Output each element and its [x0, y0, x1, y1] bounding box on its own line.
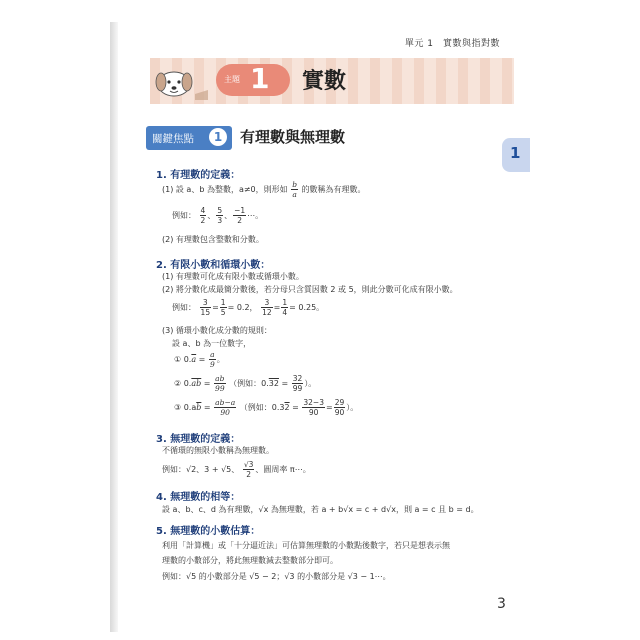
s2-line-3b: 設 a、b 為一位數字， — [172, 339, 252, 348]
rule-lead: ① 0. — [174, 355, 192, 364]
frac-num: 4 — [200, 206, 206, 215]
topic-title: 實數 — [302, 69, 347, 94]
s1-example-fraction-2 — [216, 206, 223, 225]
rule-end: ）。 — [346, 403, 359, 412]
key-focus-title: 有理數與無理數 — [240, 128, 346, 146]
fraction — [200, 298, 212, 317]
frac-num: √3 — [243, 460, 254, 469]
rule-end: ）。 — [304, 379, 317, 388]
equals: = — [196, 355, 206, 364]
topic-badge — [216, 64, 290, 96]
rule-example-prefix: （例如：0.3 — [239, 403, 285, 412]
fraction — [214, 374, 226, 393]
frac-num: 32 — [292, 374, 303, 383]
frac-num: 3 — [261, 298, 273, 308]
fraction — [209, 350, 216, 369]
s2-example: 例如： $\frac{3}{15}$ = $\frac{1}{5}$ = 0.2， $\frac{3}{12}$ = $\frac{1}{4}$ = 0.25。 — [172, 298, 325, 317]
frac-den: 15 — [200, 308, 211, 317]
section-1-heading: 1. 有理數的定義： — [156, 170, 241, 181]
fraction — [292, 374, 304, 393]
topic-number: 1 — [250, 62, 270, 95]
equals: = — [278, 379, 289, 388]
repeating-digits: $\overline{a}$ — [191, 355, 197, 364]
frac-num: b — [292, 180, 297, 189]
frac-den: 3 — [217, 216, 223, 225]
frac-den: 2 — [246, 470, 251, 479]
frac-num: ab−a — [215, 398, 236, 407]
equals: = — [289, 403, 299, 412]
section-5-heading: 5. 無理數的小數估算： — [156, 526, 261, 537]
repeating-digits: $\overline{b}$ — [196, 403, 202, 412]
s2-example-value-2: = 0.25。 — [289, 303, 325, 312]
equals: = — [325, 403, 333, 412]
s2-line-3: (3) 循環小數化成分數的規則： — [162, 326, 272, 335]
s1-fraction-b-over-a — [291, 180, 298, 199]
frac-den: 99 — [292, 384, 303, 393]
s1-example: 例如： $\frac{4}{2}$ 、 $\frac{5}{3}$ 、 $\frac{-1}{2}$ ⋯。 — [172, 206, 264, 225]
fraction — [243, 460, 255, 479]
page-gutter-shadow — [110, 22, 118, 632]
s3-line-1: 不循環的無限小數稱為無理數。 — [162, 446, 274, 455]
dog-illustration-icon — [150, 62, 210, 102]
s1-example-prefix: 例如： — [172, 211, 196, 220]
fraction — [214, 398, 236, 417]
s3-example-suffix: 、圓周率 π⋯。 — [255, 465, 311, 474]
frac-den: 5 — [220, 308, 226, 317]
s5-line-2: 理數的小數部分，將此無理數減去整數部分即可。 — [162, 556, 338, 565]
frac-den: 12 — [262, 308, 272, 317]
s3-example — [162, 460, 311, 479]
s1-line-1 — [162, 180, 366, 199]
s2-rule-1 — [174, 350, 225, 369]
topic-label: 主題 — [224, 75, 240, 84]
frac-den: 4 — [282, 308, 288, 317]
frac-num: −1 — [234, 206, 246, 215]
chapter-side-tab — [502, 138, 530, 172]
s4-line-1: 設 a、b、c、d 為有理數，√x 為無理數，若 a + b√x = c + d√x，則 a = c 且 b = d。 — [162, 505, 479, 514]
rule-lead: ② 0. — [174, 379, 192, 388]
s3-example-prefix: 例如：√2、3 + √5、 — [162, 465, 240, 474]
s2-rule-2 — [174, 374, 316, 393]
fraction — [281, 298, 288, 317]
s1-line-1-text: (1) 設 a、b 為整數，a≠0，則形如 — [162, 185, 288, 194]
frac-num: 1 — [282, 298, 288, 307]
s1-line-1-suffix: 的數稱為有理數。 — [301, 185, 366, 194]
section-4-heading: 4. 無理數的相等： — [156, 492, 241, 503]
rule-end: 。 — [216, 355, 225, 364]
equals: = — [201, 379, 211, 388]
frac-num: 29 — [334, 398, 345, 407]
chapter-side-tab-label: 1 — [510, 144, 521, 162]
frac-den: 2 — [200, 216, 206, 225]
frac-den: 2 — [237, 216, 243, 225]
frac-den: 90 — [334, 408, 345, 417]
fraction — [261, 298, 273, 317]
frac-num: 3 — [200, 298, 212, 308]
frac-den: 90 — [308, 408, 319, 417]
fraction — [334, 398, 346, 417]
equals: = — [201, 403, 211, 412]
rule-example-prefix: （例如：0. — [229, 379, 269, 388]
frac-num: ab — [215, 374, 225, 383]
section-3-heading: 3. 無理數的定義： — [156, 434, 241, 445]
s1-example-fraction-1 — [200, 206, 207, 225]
page-number: 3 — [497, 596, 506, 612]
s5-line-3: 例如：√5 的小數部分是 √5 − 2；√3 的小數部分是 √3 − 1⋯。 — [162, 572, 391, 581]
frac-den: a — [292, 190, 297, 199]
s1-example-suffix: ⋯。 — [247, 211, 264, 220]
frac-den: 90 — [220, 408, 230, 417]
section-2-heading: 2. 有限小數和循環小數： — [156, 260, 271, 271]
fraction — [302, 398, 325, 417]
key-focus-badge — [146, 126, 232, 150]
fraction — [220, 298, 227, 317]
s2-rule-3 — [174, 398, 358, 417]
repeating-digits: 2 — [284, 403, 290, 412]
s5-line-1: 利用「計算機」或「十分逼近法」可估算無理數的小數點後數字，若只是想表示無 — [162, 541, 450, 550]
textbook-page — [118, 22, 514, 632]
s2-example-value-1: = 0.2， — [227, 303, 258, 312]
key-focus-number: 1 — [209, 128, 227, 146]
s1-line-2: (2) 有理數包含整數和分數。 — [162, 235, 264, 244]
key-focus-label: 關鍵焦點 — [152, 133, 194, 145]
frac-den: 99 — [215, 384, 225, 393]
s2-line-1: (1) 有理數可化成有限小數或循環小數。 — [162, 272, 304, 281]
frac-num: 5 — [217, 206, 223, 215]
repeating-digits: 32 — [268, 379, 279, 388]
s2-example-prefix: 例如： — [172, 303, 196, 312]
frac-den: 9 — [209, 360, 215, 369]
repeating-digits: $\overline{ab}$ — [191, 379, 202, 388]
s1-example-fraction-3 — [233, 206, 246, 225]
topic-banner — [150, 58, 514, 104]
frac-num: a — [210, 350, 215, 359]
frac-num: 1 — [220, 298, 226, 307]
frac-num: 32−3 — [303, 398, 324, 407]
rule-lead: ③ 0.a — [174, 403, 197, 412]
s2-line-2: (2) 將分數化成最簡分數後，若分母只含質因數 2 或 5，則此分數可化成有限小數。 — [162, 285, 458, 294]
running-head: 單元 1 實數與指對數 — [404, 39, 500, 49]
